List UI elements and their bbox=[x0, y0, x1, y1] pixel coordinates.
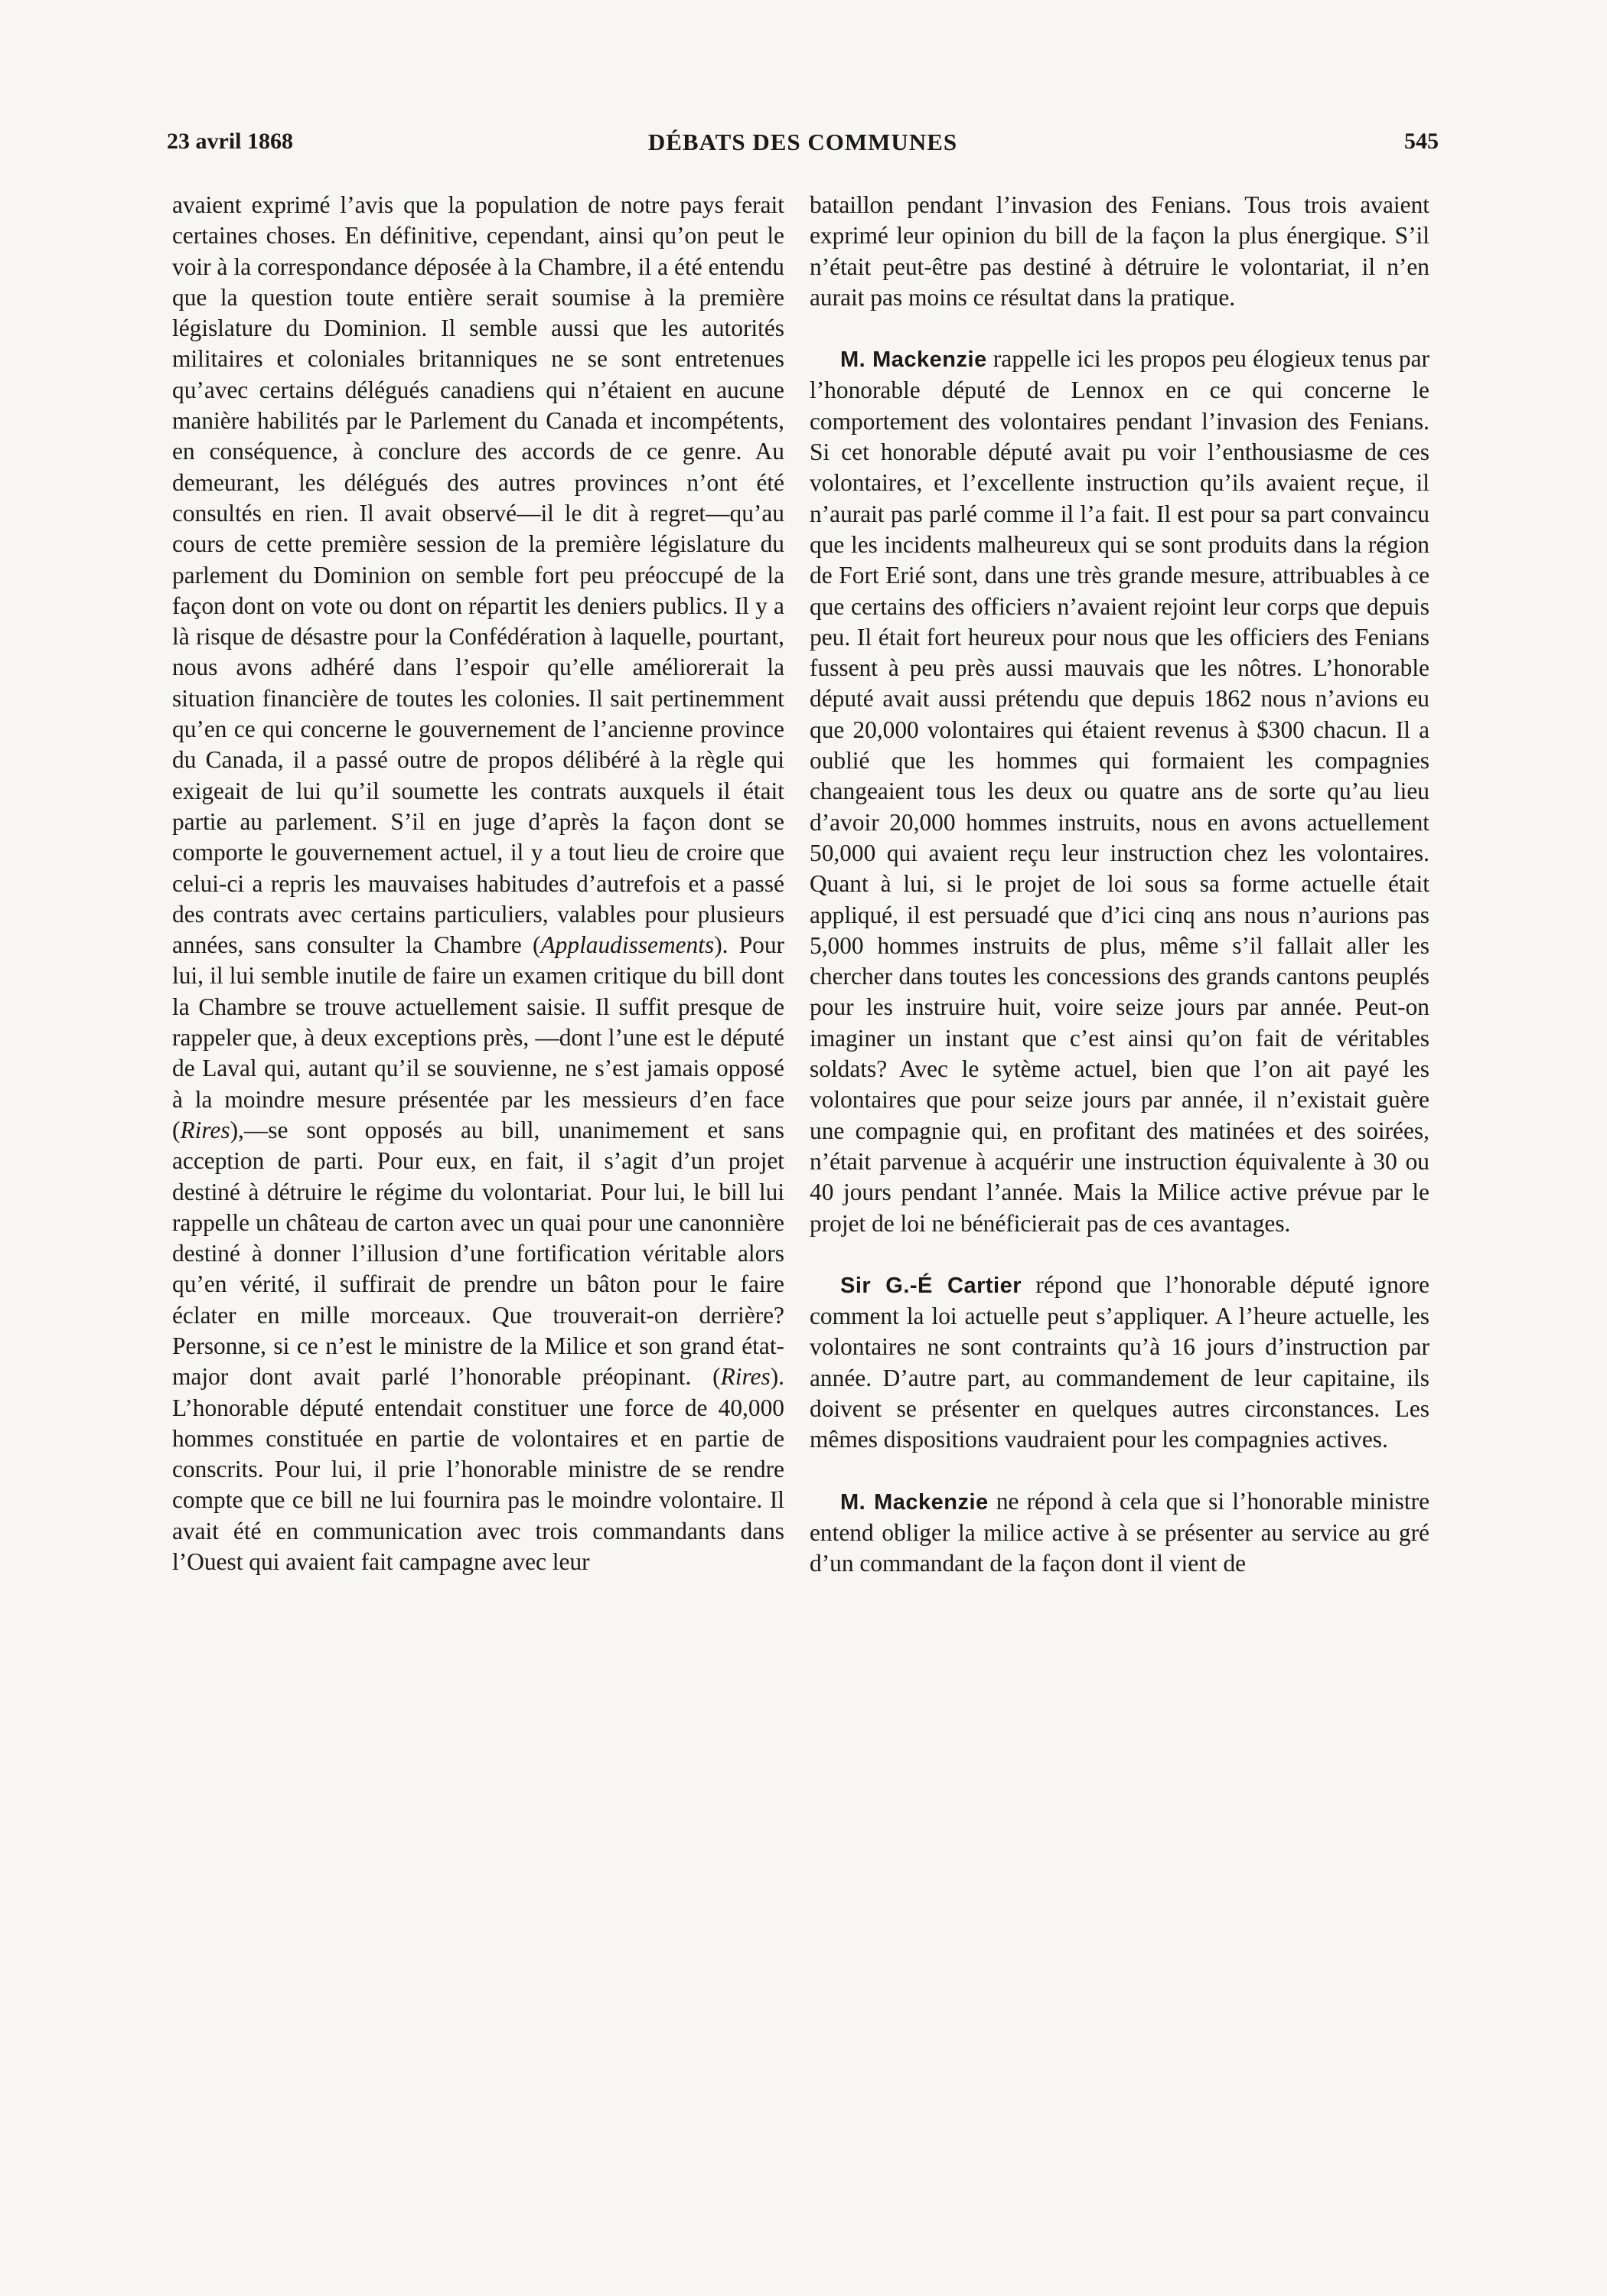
right-column bbox=[810, 190, 1429, 1579]
laughter-note: Rires bbox=[720, 1363, 771, 1391]
speaker-name: M. Mackenzie bbox=[840, 347, 987, 373]
speech-text: répond que l’honorable député ignore comment la loi actuelle peut s’appliquer. A l’heure actuelle, les volontaires ne sont contraints qu’à 16 jours d’instruction par année. D’autre part, au commandement de leur capitaine, ils doivent se présenter en quelques autres circonstances. Les mêmes dispositions vaudraient pour les compagnies actives. bbox=[810, 1270, 1429, 1453]
text-run: ). Pour lui, il lui semble inutile de faire un examen critique du bill dont la Chambre se trouve actuellement saisie. Il suffit presque de rappeler que, à deux exceptions près, —dont l’une est le député de Laval qui, autant qu’il se souvienne, ne s’est jamais opposé à la moindre mesure présentée par les messieurs d’en face ( bbox=[172, 931, 784, 1143]
page-number: 545 bbox=[1404, 129, 1439, 154]
speech-paragraph bbox=[810, 344, 1429, 1239]
speaker-name: M. Mackenzie bbox=[840, 1489, 989, 1515]
speech-paragraph bbox=[810, 1486, 1429, 1580]
speech-text: rappelle ici les propos peu élogieux tenus par l’honorable député de Lennox en ce qui concerne le comportement des volontaires pendant l’invasion des Fenians. Si cet honorable député avait pu voir l’enthousiasme de ces volontaires, et l’excellente instruction qu’ils avaient reçue, il n’aurait pas parlé comme il l’a fait. Il est pour sa part convaincu que les incidents malheureux qui se sont produits dans la région de Fort Erié sont, dans une très grande mesure, attribuables à ce que certains des officiers n’avaient rejoint leur corps que depuis peu. Il était fort heureux pour nous que les officiers des Fenians fussent à peu près aussi mauvais que les nôtres. L’honorable député avait aussi prétendu que depuis 1862 nous n’avions eu que 20,000 volontaires qui étaient revenus à $300 chacun. Il a oublié que les hommes qui formaient les compagnies changeaient tous les deux ou quatre ans de sorte qu’au lieu d’avoir 20,000 hommes instruits, nous en avons actuellement 50,000 qui avaient reçu leur instruction chez les volontaires. Quant à lui, si le projet de loi sous sa forme actuelle était appliqué, il est persuadé que d’ici cinq ans nous n’aurions pas 5,000 hommes instruits de plus, même s’il fallait aller les chercher dans toutes les concessions des grands cantons peuplés pour les instruire huit, voire seize jours par année. Peut-on imaginer un instant que c’est ainsi qu’on fait de véritables soldats? Avec le sytème actuel, bien que l’on ait payé les volontaires que pour seize jours par année, il n’existait guère une compagnie qui, en profitant des matinées et des soirées, n’était parvenue à acquérir une instruction équivalente à 30 ou 40 jours pendant l’année. Mais la Milice active prévue par le projet de loi ne bénéficierait pas de ces avantages. bbox=[810, 345, 1429, 1237]
paragraph-continued: bataillon pendant l’invasion des Fenians. Tous trois avaient exprimé leur opinion du bill de la façon la plus énergique. S’il n’était peut-être pas destiné à détruire le volontariat, il n’en aurait pas moins ce résultat dans la pratique. bbox=[810, 191, 1429, 311]
paragraph-continued bbox=[172, 190, 784, 1577]
speech-paragraph bbox=[810, 1270, 1429, 1456]
applause-note: Applaudissements bbox=[540, 931, 715, 959]
header-title: DÉBATS DES COMMUNES bbox=[647, 129, 958, 155]
laughter-note: Rires bbox=[180, 1116, 230, 1143]
text-run: ). L’honorable député entendait constituer une force de 40,000 hommes constituée en partie de volontaires et en partie de conscrits. Pour lui, il prie l’honorable ministre de se rendre compte que ce bill ne lui fournira pas le moindre volontaire. Il avait été en communication avec trois commandants dans l’Ouest qui avaient fait campagne avec leur bbox=[172, 1363, 784, 1576]
speaker-name: Sir G.-É Cartier bbox=[840, 1273, 1022, 1298]
text-run: avaient exprimé l’avis que la population de notre pays ferait certaines choses. En définitive, cependant, ainsi qu’on peut le voir à la correspondance déposée à la Chambre, il a été entendu que la question toute entière serait soumise à la première législature du Dominion. Il semble aussi que les autorités militaires et coloniales britanniques ne se sont entretenues qu’avec certains délégués canadiens qui n’étaient en aucune manière habilités par le Parlement du Canada et incompétents, en conséquence, à conclure des accords de ce genre. Au demeurant, les délégués des autres provinces n’ont été consultés en rien. Il avait observé—il le dit à regret—qu’au cours de cette première session de la première législature du parlement du Dominion on semble fort peu préoccupé de la façon dont on vote ou dont on répartit les deniers publics. Il y a là risque de désastre pour la Confédération à laquelle, pourtant, nous avons adhéré dans l’espoir qu’elle améliorerait la situation financière de toutes les colonies. Il sait pertinemment qu’en ce qui concerne le gouvernement de l’ancienne province du Canada, il a passé outre de propos délibéré à la règle qui exigeait de lui qu’il soumette les contrats auxquels il était partie au parlement. S’il en juge d’après la façon dont se comporte le gouvernement actuel, il y a tout lieu de croire que celui-ci a repris les mauvaises habitudes d’autrefois et a passé des contrats avec certains particuliers, valables pour plusieurs années, sans consulter la Chambre ( bbox=[172, 191, 784, 959]
running-header bbox=[167, 129, 1439, 167]
header-date: 23 avril 1868 bbox=[167, 129, 293, 154]
speech-text: ne répond à cela que si l’honorable ministre entend obliger la milice active à se présenter au service au gré d’un commandant de la façon dont il vient de bbox=[810, 1487, 1430, 1577]
left-column bbox=[172, 190, 784, 1577]
text-run: ),—se sont opposés au bill, unanimement et sans acception de parti. Pour eux, en fait, il s’agit d’un projet destiné à détruire le régime du volontariat. Pour lui, le bill lui rappelle un château de carton avec un quai pour une canonnière destiné à donner l’illusion d’une fortification véritable alors qu’en vérité, il suffirait de prendre un bâton pour le faire éclater en mille morceaux. Que trouverait-on derrière? Personne, si ce n’est le ministre de la Milice et son grand état-major dont avait parlé l’honorable préopinant. ( bbox=[172, 1116, 784, 1391]
